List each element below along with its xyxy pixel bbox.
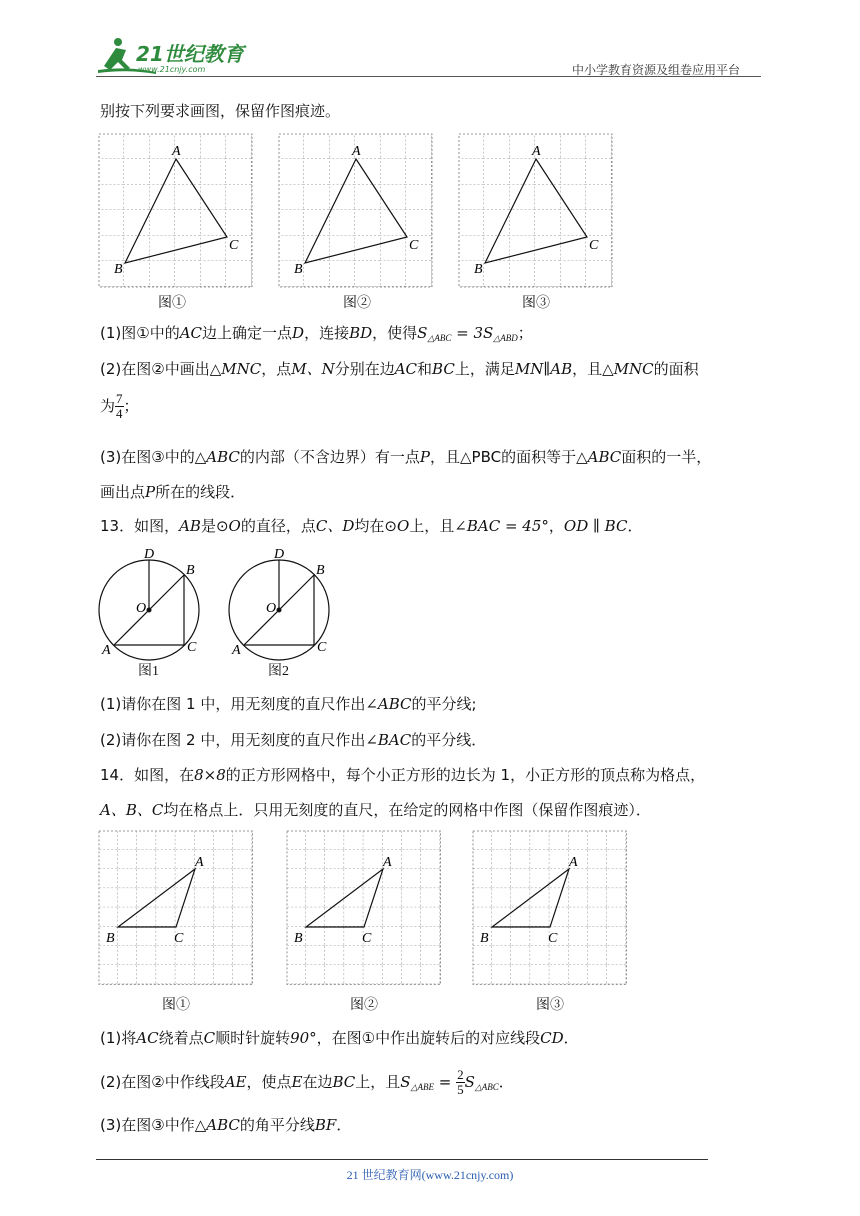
- svg-text:B: B: [186, 563, 195, 578]
- label-c: C: [229, 238, 239, 253]
- q12-part3: (3)在图③中的△ABC的内部（不含边界）有一点P，且△PBC的面积等于△ABC面积的一半，: [100, 448, 712, 466]
- q14-part3: (3)在图③中作△ABC的角平分线BF．: [100, 1116, 352, 1134]
- svg-text:A: A: [102, 643, 111, 658]
- grid8-fig2: [287, 831, 441, 985]
- figure-row-3: [98, 830, 638, 990]
- svg-text:D: D: [144, 547, 155, 562]
- svg-text:O: O: [266, 601, 277, 616]
- header-divider: [96, 76, 761, 77]
- svg-text:D: D: [274, 547, 285, 562]
- q13-part2: (2)请你在图 2 中，用无刻度的直尺作出∠BAC的平分线．: [100, 731, 487, 749]
- svg-text:C: C: [174, 931, 184, 946]
- q14-part2: (2)在图②中作线段AE，使点E在边BC上，且$S_{\triangle ABE}$ = $\frac{2}{5}$ $S_{\triangle ABC}$．: [100, 1067, 514, 1097]
- header-platform-name: 中小学教育资源及组卷应用平台: [572, 63, 741, 77]
- q13-part1: (1)请你在图 1 中，用无刻度的直尺作出∠ABC的平分线;: [100, 695, 477, 713]
- svg-text:B: B: [316, 563, 325, 578]
- q13-stem: 13．如图，AB是⊙O的直径，点C、D均在⊙O上，且∠BAC = 45°，OD ∥ BC．: [100, 517, 643, 535]
- logo-text: 21世纪教育: [136, 42, 244, 66]
- label-c: C: [589, 238, 599, 253]
- svg-text:C: C: [548, 931, 558, 946]
- q14-part1: (1)将AC绕着点C顺时针旋转90°，在图①中作出旋转后的对应线段CD．: [100, 1029, 579, 1047]
- circle-fig1: [99, 547, 199, 660]
- svg-text:B: B: [106, 931, 115, 946]
- caption-fig1: 图①: [158, 296, 186, 311]
- q12-part3-cont: 画出点P所在的线段．: [100, 483, 246, 501]
- q12-part2-cont: 为 $\frac{7}{4}$ ；: [100, 391, 139, 421]
- svg-text:C: C: [362, 931, 372, 946]
- label-b: B: [294, 262, 303, 277]
- grid8-fig1: [99, 831, 253, 985]
- intro-line: 别按下列要求画图，保留作图痕迹。: [100, 102, 341, 120]
- fraction-7-4: $\frac{7}{4}$: [116, 391, 123, 421]
- label-b: B: [474, 262, 483, 277]
- grid8-fig3: [473, 831, 627, 985]
- caption-grid1: 图①: [162, 998, 190, 1013]
- label-a: A: [352, 144, 361, 159]
- svg-text:A: A: [195, 855, 204, 870]
- label-c: C: [409, 238, 419, 253]
- caption-circle2: 图2: [268, 664, 289, 679]
- svg-text:A: A: [383, 855, 392, 870]
- caption-grid2: 图②: [350, 998, 378, 1013]
- caption-fig3: 图③: [522, 296, 550, 311]
- figure-row-1: [98, 133, 618, 293]
- footer-divider: [96, 1159, 708, 1160]
- site-logo: [96, 36, 266, 76]
- svg-text:B: B: [480, 931, 489, 946]
- label-a: A: [532, 144, 541, 159]
- caption-fig2: 图②: [343, 296, 371, 311]
- svg-text:C: C: [187, 640, 197, 655]
- circle-fig2: [229, 547, 329, 660]
- svg-text:B: B: [294, 931, 303, 946]
- caption-circle1: 图1: [138, 664, 159, 679]
- q12-part1: (1)图①中的AC边上确定一点D，连接BD，使得$S_{\triangle ABC} = 3S_{\triangle ABD}$；: [100, 324, 533, 343]
- q12-part2: (2)在图②中画出△MNC，点M、N分别在边AC和BC上，满足MN∥AB，且△MNC的面积: [100, 360, 699, 378]
- q14-stem-cont: A、B、C均在格点上．只用无刻度的直尺，在给定的网格中作图（保留作图痕迹）．: [100, 801, 651, 819]
- fraction-2-5: $\frac{2}{5}$: [457, 1067, 464, 1097]
- circle-figures: [96, 546, 346, 678]
- label-b: B: [114, 262, 123, 277]
- label-a: A: [172, 144, 181, 159]
- svg-text:C: C: [317, 640, 327, 655]
- svg-text:A: A: [232, 643, 241, 658]
- footer-text[interactable]: 21 世纪教育网(www.21cnjy.com): [346, 1168, 514, 1182]
- svg-text:A: A: [569, 855, 578, 870]
- svg-text:O: O: [136, 601, 147, 616]
- caption-grid3: 图③: [536, 998, 564, 1013]
- q14-stem: 14．如图，在8×8的正方形网格中，每个小正方形的边长为 1，小正方形的顶点称为格点，: [100, 766, 706, 784]
- logo-url: www.21cnjy.com: [138, 65, 206, 74]
